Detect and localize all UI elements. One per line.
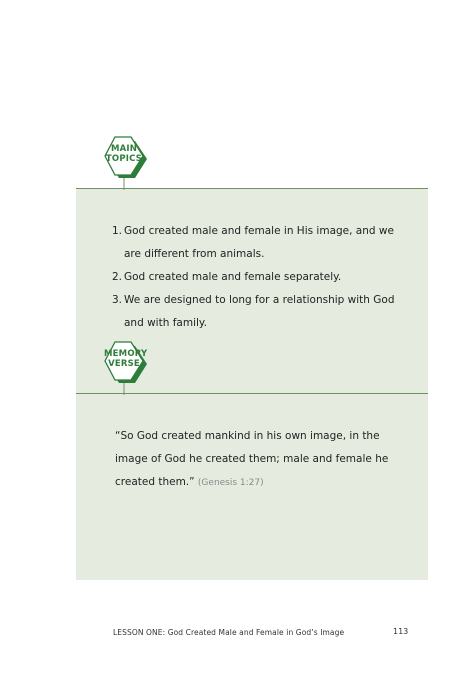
- memory-verse-text: [115, 425, 410, 495]
- memory-verse-badge: [104, 341, 150, 397]
- main-topics-label-line2: TOPICS: [105, 154, 143, 164]
- topic-text: We are designed to long for a relationship with God and with family.: [124, 294, 395, 329]
- topic-number: 2.: [112, 271, 123, 283]
- main-topics-label-line1: MAIN: [110, 144, 138, 154]
- memory-verse-label-line1: MEMORY: [104, 349, 148, 359]
- main-topics-badge: [104, 136, 150, 192]
- page-number: 113: [393, 627, 409, 636]
- verse-reference: (Genesis 1:27): [197, 478, 264, 488]
- verse-quote: “So God created mankind in his own image, in the image of God he created them; male and female he created them.”: [115, 430, 389, 488]
- footer-lesson-title: LESSON ONE: God Created Male and Female in God’s Image: [113, 628, 345, 637]
- topic-item: [110, 266, 410, 289]
- topic-item: [110, 289, 410, 335]
- topic-text: God created male and female in His image, and we are different from animals.: [124, 225, 394, 260]
- topic-number: 3.: [112, 294, 123, 306]
- main-topics-label: [104, 144, 144, 164]
- memory-verse-label: [104, 349, 148, 369]
- topic-number: 1.: [112, 225, 123, 237]
- topic-text: God created male and female separately.: [124, 271, 342, 283]
- main-topics-list: [110, 220, 410, 335]
- topic-item: [110, 220, 410, 266]
- memory-verse-label-line2: VERSE: [108, 359, 140, 369]
